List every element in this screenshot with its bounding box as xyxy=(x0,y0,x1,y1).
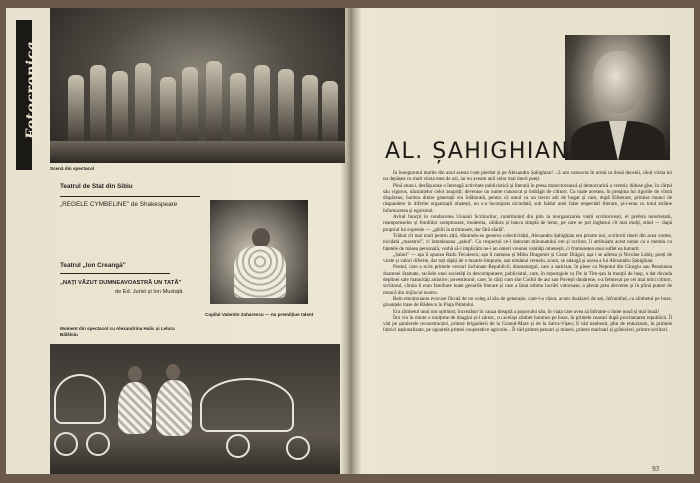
article-title: AL. ȘAHIGHIAN xyxy=(385,139,570,164)
paragraph: Îmi vin în minte o mulțime de imagini și-l zăresc, cu același zîmbet luminos pe buze, în primele ceasuri după proclamarea republicii. Îl văd pe șantierele reconstrucției, printre brigadierii de la Ceanul-Mare și de la Salva-Vișeu; îl văd neobosit, plin de entuziasm, în primele fabrici naționalizate, pe ogoarele primei cooperative agricole... Îl văd printre pescari și mineri, printre marinari și grănicieri, printre scriitori. xyxy=(383,314,672,334)
paragraph: Poetul, care a scris primele versuri închinate Republicii; dramaturgul, care a satirizat, în piese ca Nepotul din Giurgiu sau Pensiunea doamnei Stamate, racilele unei societăți în descompunere; publicistul, care, în reportajele ca De la Tîrn-șan la munții de lusp, a dat dovada deplinei sale maturități artistice; povestitorul, care, în cărți cum sînt Coiful de aur sau Povești dunărene, s-a fermecat pe cei mai mici cititori, scriitorul, căruia îi erau familiare toate genurile literare și care a lăsat ultimo lucrări valoroase, a plecat prea devreme și în plină putere de muncă din mijlocul nostru. xyxy=(383,264,672,296)
paragraph: Avînd funcții în conducerea Uniunii Scriitorilor, contribuind din plin la reorganizarea vieții scriitoricești, el prefera notorietatii, reamprenselor și fotoliilor somptuoase, modestia, căldura și banca simplă de lemn, pe care se pot înghesui cît mai mulți, stind — după propriul lui expresie — „ghilii la strimtoare, dar fără sfadă". xyxy=(383,214,672,233)
section-title: Fotocronica xyxy=(24,40,40,140)
paragraph: Era zîmbetul unui om optimist, încrezător în cauza dreaptă a poporului său, în viața care avea să înfrunte o lume nouă și mai bună! xyxy=(393,308,660,315)
play-cymbeline: „REGELE CYMBELINE" de Shakespeare xyxy=(60,201,178,208)
paragraph: Trăind cît mai mult pentru alții, dăruindu-se generos colectivității, Alexandru Șahighian era printre noi, scriitorii tineri din acea vreme, nicidată „maestrul", ci întotdeauna „șahul". Cu respectul ce-l datoram minunatului om și scriitor, îi atribuiam acest nume ca o mentiu cu fațetele de măsea personală, vorbă să-l implicăm ne-i un omeri vreunei vanități omenești, ci frumusețea unui suflet ea lumurit. xyxy=(383,232,672,252)
section-title-vertical xyxy=(10,20,40,170)
page-number: 93 xyxy=(652,465,659,473)
photo1-caption: Scenă din spectacol xyxy=(50,166,95,171)
photo3-caption: Moment din spectacol cu Alexandrina Halic și Lelura Bălăloiu xyxy=(60,326,175,337)
photo-cymbeline-stage xyxy=(50,8,345,163)
paragraph: Pînă atunci, desfășurase o întreagă activitate publicistică și literară în presa muncitorească și democratică a vremii; diduse gîse, în cărțul său viguros, năzuințelor celor asupriți; devenise un nume cunoscut și îndrăgit de cititori. Cu toate acestea, în preajma lui rigorile de vîrstă dispăreau, bariera dintre generații era înlăturată, pentru că omul cu un trecut atît de bogat și care, după Eliberare, primise munci de răspundere în diferite organizații obștești, nu s-a înconjurat niciodată, sub faldul unei false respectări literare, și-i-erau cu totul străine înfumurarea și egoismul. xyxy=(383,182,672,214)
play-tata-authors: de Ed. Jurist și Ion Mustață xyxy=(115,289,183,295)
photo2-caption: Copilul Valentin Zaharescu — nu premiițiue talent xyxy=(205,312,314,317)
book-edge-top xyxy=(0,0,700,8)
play-tata-title: „NAȚI VĂZUT DUMNEAVOASTRĂ UN TATĂ" xyxy=(60,280,182,286)
book-edge-bottom xyxy=(0,474,700,483)
paragraph: Rein emoționanta evocare făcută de un coleg al său de generație, care-l-a văzut, acum douăzeci de ani, înfruntînd, cu zîmbetul pe buze, gloanțele trase de Rădescu în Piața Palatului. xyxy=(383,295,672,309)
theatre-sibiu: Teatrul de Stat din Sibiu xyxy=(60,183,133,190)
photo-prams-scene xyxy=(50,344,340,474)
article-body xyxy=(383,170,672,456)
divider xyxy=(60,196,200,197)
divider xyxy=(60,273,170,274)
paragraph: „Șahul" — așa îi spunea Radu Teculescu; așa îl numeau și Mihu Dragomir și Cezar Drăgoi; așa i se adresa și Nicolae Labiș, poeți de virste și valori diferite, dar toți răpiți de o moarte timpurie, sau nimănui cerneiu, acum, se adaugă și aceea a lui Alexandru Șahighian. xyxy=(383,251,672,265)
theatre-ion-creanga: Teatrul „Ion Creangă" xyxy=(60,262,126,269)
portrait-photo xyxy=(565,35,670,160)
paragraph: În înnegurutul martie din anul acesta l-am pierdut și pe Alexandru Șahighian! ...L-am cunoscut în urmă cu două decenii, când virsta lui nu depășea cu mult virsta mea de azi, iar eu aveam anii celor mai tineri poeți. xyxy=(383,170,672,183)
photo-child-actor xyxy=(210,200,308,304)
